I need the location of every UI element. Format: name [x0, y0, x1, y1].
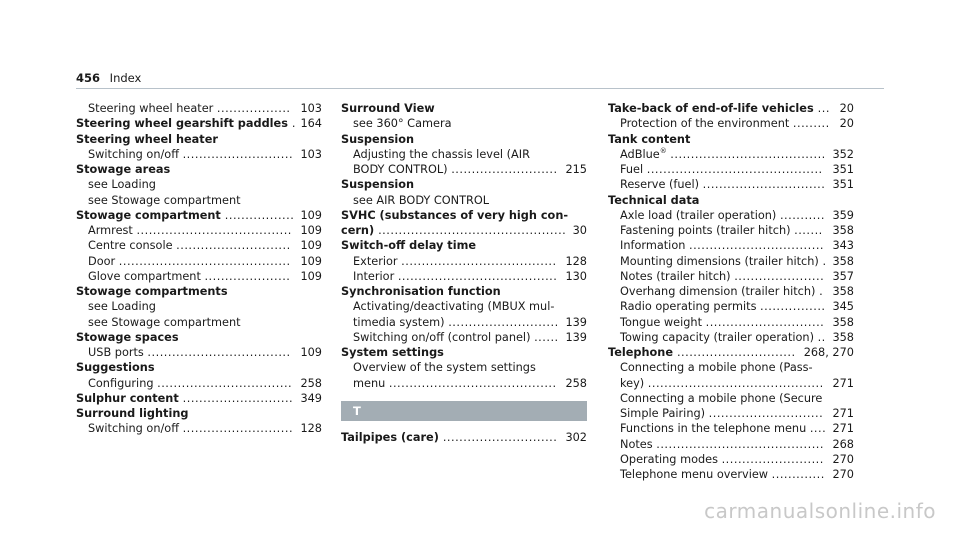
- entry-text: Stowage areas: [76, 163, 171, 176]
- index-subentry: [341, 376, 587, 391]
- index-subentry: [608, 299, 854, 314]
- page-reference: 109: [300, 269, 322, 283]
- dot-leader: .............................: [676, 346, 796, 359]
- entry-text: Interior: [353, 269, 395, 283]
- page-reference: 271: [832, 422, 854, 436]
- page-reference: 352: [832, 147, 854, 161]
- dot-leader: .................................: [157, 376, 293, 390]
- page-reference: 139: [565, 330, 587, 344]
- entry-text: Armrest: [88, 224, 133, 237]
- index-subentry: [341, 360, 587, 375]
- page-reference: 358: [832, 285, 854, 298]
- index-entry: [76, 116, 322, 131]
- index-subentry: [76, 269, 322, 284]
- entry-text: Switching on/off: [88, 422, 179, 436]
- page-reference: 271: [832, 376, 854, 390]
- entry-text: Information: [620, 239, 686, 253]
- dot-leader: ..............................: [702, 178, 826, 192]
- entry-text: see Loading: [88, 178, 156, 192]
- index-entry: [341, 208, 587, 223]
- dot-leader: .........................: [721, 452, 824, 466]
- page-reference: 268: [832, 437, 854, 451]
- entry-text: BODY CONTROL): [353, 163, 448, 176]
- dot-leader: .....................: [204, 269, 291, 283]
- dot-leader: ............................: [442, 430, 558, 444]
- entry-text: Door: [88, 254, 116, 268]
- index-subentry: [341, 147, 587, 162]
- dot-leader: ....: [809, 422, 827, 436]
- page-reference: 351: [832, 163, 854, 176]
- dot-leader: ......: [534, 330, 559, 344]
- page-reference: 268, 270: [803, 346, 854, 359]
- index-entry: [608, 101, 854, 116]
- index-entry: [341, 101, 587, 116]
- page-header: [76, 71, 141, 85]
- index-subentry: [608, 116, 854, 131]
- entry-text: Technical data: [608, 193, 700, 207]
- page-title: Index: [109, 71, 142, 85]
- index-subentry: [76, 376, 322, 391]
- entry-text: Suspension: [341, 178, 415, 192]
- index-subentry: [76, 177, 322, 192]
- index-entry: [341, 223, 587, 238]
- index-subentry: [608, 177, 854, 192]
- index-entry: [341, 177, 587, 192]
- index-subentry: [608, 330, 854, 345]
- entry-text: SVHC (substances of very high con-: [341, 208, 569, 222]
- dot-leader: ..........................................: [118, 254, 291, 268]
- index-entry: [76, 208, 322, 223]
- index-subentry: [608, 421, 854, 436]
- entry-text: Switch-off delay time: [341, 239, 477, 253]
- dot-leader: .: [291, 117, 296, 131]
- index-subentry: [76, 223, 322, 238]
- index-subentry: [608, 284, 854, 299]
- dot-leader: ...: [817, 102, 830, 115]
- dot-leader: ..............................................: [378, 224, 567, 237]
- index-subentry: [76, 238, 322, 253]
- entry-text: key): [620, 376, 645, 390]
- entry-text: Axle load (trailer operation): [620, 208, 777, 222]
- page-reference: 109: [300, 224, 322, 237]
- index-entry: [608, 345, 854, 360]
- entry-text: Telephone menu overview: [620, 468, 769, 481]
- index-entry: [76, 132, 322, 147]
- entry-text: Functions in the telephone menu: [620, 422, 807, 436]
- dot-leader: ............................: [708, 407, 824, 420]
- header-rule: [76, 88, 884, 89]
- dot-leader: .: [819, 285, 824, 298]
- page-reference: 358: [832, 254, 854, 268]
- dot-leader: ...........................................: [646, 163, 823, 176]
- page-reference: 30: [572, 224, 587, 237]
- index-entry: [341, 430, 587, 445]
- entry-text: Exterior: [353, 254, 398, 268]
- page-reference: 258: [565, 376, 587, 390]
- entry-text: Centre console: [88, 239, 173, 253]
- dot-leader: .........: [792, 117, 830, 131]
- index-subentry: [608, 391, 854, 406]
- dot-leader: .................................: [689, 239, 825, 253]
- entry-text: Fastening points (trailer hitch): [620, 224, 791, 237]
- entry-text: Suggestions: [76, 361, 155, 375]
- index-entry: [341, 132, 587, 147]
- index-subentry: [76, 193, 322, 208]
- dot-leader: .........................................: [388, 376, 557, 390]
- entry-text: Steering wheel gearshift paddles: [76, 117, 288, 131]
- entry-text: Connecting a mobile phone (Secure: [620, 391, 823, 405]
- dot-leader: ............................: [176, 239, 291, 253]
- index-subentry: [608, 147, 854, 162]
- page-reference: 345: [832, 300, 854, 314]
- page-reference: 109: [300, 208, 322, 222]
- page-reference: 164: [300, 117, 322, 131]
- index-entry: [76, 330, 322, 345]
- index-subentry: [608, 269, 854, 284]
- entry-text: USB ports: [88, 346, 144, 359]
- dot-leader: .........................................: [656, 437, 824, 451]
- entry-text: Steering wheel heater: [88, 102, 214, 115]
- entry-text: see Stowage compartment: [88, 315, 241, 329]
- entry-text: Telephone: [608, 346, 673, 359]
- dot-leader: ......................................: [670, 147, 826, 161]
- page-reference: 103: [300, 147, 322, 161]
- letter-section-bar: T: [341, 401, 587, 421]
- page-reference: 358: [832, 315, 854, 329]
- page-reference: 270: [832, 468, 854, 481]
- entry-text: Suspension: [341, 132, 415, 146]
- index-subentry: [76, 101, 322, 116]
- watermark: carmanualsonline.info: [704, 499, 936, 523]
- entry-text: Reserve (fuel): [620, 178, 700, 192]
- page-reference: 271: [832, 407, 854, 420]
- index-subentry: [341, 254, 587, 269]
- entry-text: Switching on/off (control panel): [353, 330, 531, 344]
- entry-text: Notes: [620, 437, 653, 451]
- index-subentry: [341, 162, 587, 177]
- page-reference: 128: [565, 254, 587, 268]
- entry-text: see AIR BODY CONTROL: [353, 193, 490, 207]
- entry-text: see Loading: [88, 300, 156, 314]
- dot-leader: .............................: [705, 315, 825, 329]
- entry-text: Mounting dimensions (trailer hitch): [620, 254, 819, 268]
- index-subentry: [341, 299, 587, 314]
- index-entry: [76, 284, 322, 299]
- dot-leader: ...........................: [182, 391, 294, 405]
- dot-leader: ......................: [734, 269, 825, 283]
- index-column-3: [608, 101, 854, 482]
- entry-text: Synchronisation function: [341, 285, 501, 298]
- page-reference: 109: [300, 239, 322, 253]
- page-reference: 103: [300, 102, 322, 115]
- dot-leader: ...........................: [448, 315, 559, 329]
- entry-text: Protection of the environment: [620, 117, 790, 131]
- entry-text: Towing capacity (trailer operation): [620, 330, 814, 344]
- page-reference: 343: [832, 239, 854, 253]
- index-subentry: [341, 193, 587, 208]
- page-reference: 258: [300, 376, 322, 390]
- entry-text: System settings: [341, 346, 444, 359]
- entry-text: Stowage compartment: [76, 208, 221, 222]
- index-subentry: [76, 299, 322, 314]
- page-reference: 358: [832, 330, 854, 344]
- page-reference: 349: [300, 391, 322, 405]
- entry-text: Connecting a mobile phone (Pass-: [620, 361, 813, 375]
- index-entry: [341, 284, 587, 299]
- page-reference: 139: [565, 315, 587, 329]
- index-subentry: [608, 467, 854, 482]
- dot-leader: .: [822, 254, 827, 268]
- index-column-1: [76, 101, 322, 437]
- index-subentry: [341, 330, 587, 345]
- entry-text: Take-back of end-of-life vehicles: [608, 102, 814, 115]
- entry-text: Simple Pairing): [620, 407, 706, 420]
- dot-leader: .................: [224, 208, 295, 222]
- index-entry: [76, 406, 322, 421]
- page-reference: 302: [565, 430, 587, 444]
- dot-leader: ..: [817, 330, 826, 344]
- entry-text: Activating/deactivating (MBUX mul-: [353, 300, 555, 314]
- index-subentry: [608, 162, 854, 177]
- entry-text: Glove compartment: [88, 269, 201, 283]
- dot-leader: .............: [771, 468, 825, 481]
- page-reference: 351: [832, 178, 854, 192]
- page-reference: 130: [565, 269, 587, 283]
- entry-text: Overhang dimension (trailer hitch): [620, 285, 816, 298]
- index-subentry: [76, 315, 322, 330]
- index-subentry: [608, 437, 854, 452]
- page-reference: 270: [832, 452, 854, 466]
- page-reference: 358: [832, 224, 854, 237]
- page-reference: 20: [839, 102, 854, 115]
- entry-text: Notes (trailer hitch): [620, 269, 731, 283]
- page-reference: 128: [300, 422, 322, 436]
- index-subentry: [608, 376, 854, 391]
- entry-text: Adjusting the chassis level (AIR: [353, 147, 530, 161]
- dot-leader: ..........................: [451, 163, 558, 176]
- page-reference: 20: [839, 117, 854, 131]
- index-subentry: [608, 223, 854, 238]
- page-number: 456: [76, 71, 101, 85]
- entry-text: see 360° Camera: [353, 117, 452, 131]
- index-entry: [341, 345, 587, 360]
- index-subentry: [608, 254, 854, 269]
- index-subentry: [608, 315, 854, 330]
- index-subentry: [76, 254, 322, 269]
- dot-leader: ...................................: [147, 346, 291, 359]
- entry-text: Stowage compartments: [76, 285, 228, 298]
- dot-leader: ...........................: [182, 147, 294, 161]
- entry-text: Overview of the system settings: [353, 361, 536, 375]
- entry-text: Surround View: [341, 102, 435, 115]
- entry-text: see Stowage compartment: [88, 193, 241, 207]
- dot-leader: ................: [760, 300, 826, 314]
- entry-text: Configuring: [88, 376, 154, 390]
- index-subentry: [608, 238, 854, 253]
- entry-text: Tongue weight: [620, 315, 703, 329]
- index-column-2: [341, 101, 587, 445]
- index-subentry: [76, 147, 322, 162]
- index-subentry: [76, 345, 322, 360]
- index-subentry: [608, 452, 854, 467]
- entry-text: Radio operating permits: [620, 300, 757, 314]
- entry-text: Steering wheel heater: [76, 132, 218, 146]
- page-reference: 109: [300, 254, 322, 268]
- page-reference: 109: [300, 346, 322, 359]
- entry-text: Sulphur content: [76, 391, 179, 405]
- index-subentry: [608, 360, 854, 375]
- index-subentry: [608, 406, 854, 421]
- index-subentry: [76, 421, 322, 436]
- page-reference: 359: [832, 208, 854, 222]
- dot-leader: ......................................: [401, 254, 557, 268]
- dot-leader: ...........................: [182, 422, 294, 436]
- entry-text: Switching on/off: [88, 147, 179, 161]
- index-entry: [76, 391, 322, 406]
- page-reference: 215: [565, 163, 587, 176]
- dot-leader: ......................................: [136, 224, 292, 237]
- index-subentry: [608, 208, 854, 223]
- entry-text: Fuel: [620, 163, 644, 176]
- dot-leader: ..................: [216, 102, 291, 115]
- entry-text: timedia system): [353, 315, 445, 329]
- index-entry: [76, 360, 322, 375]
- index-entry: [76, 162, 322, 177]
- entry-text: Surround lighting: [76, 407, 189, 420]
- index-entry: [608, 132, 854, 147]
- entry-text: Operating modes: [620, 452, 718, 466]
- entry-text: Stowage spaces: [76, 330, 179, 344]
- index-entry: [608, 193, 854, 208]
- entry-text: Tank content: [608, 132, 691, 146]
- index-subentry: [341, 315, 587, 330]
- page-reference: 357: [832, 269, 854, 283]
- entry-text: Tailpipes (care): [341, 430, 439, 444]
- entry-text: cern): [341, 224, 375, 237]
- index-subentry: [341, 269, 587, 284]
- index-subentry: [341, 116, 587, 131]
- entry-text: menu: [353, 376, 386, 390]
- index-entry: [341, 238, 587, 253]
- dot-leader: ...........: [779, 208, 825, 222]
- dot-leader: .......: [794, 224, 823, 237]
- entry-text: AdBlue®: [620, 146, 667, 161]
- dot-leader: .......................................: [397, 269, 558, 283]
- dot-leader: ...........................................: [647, 376, 824, 390]
